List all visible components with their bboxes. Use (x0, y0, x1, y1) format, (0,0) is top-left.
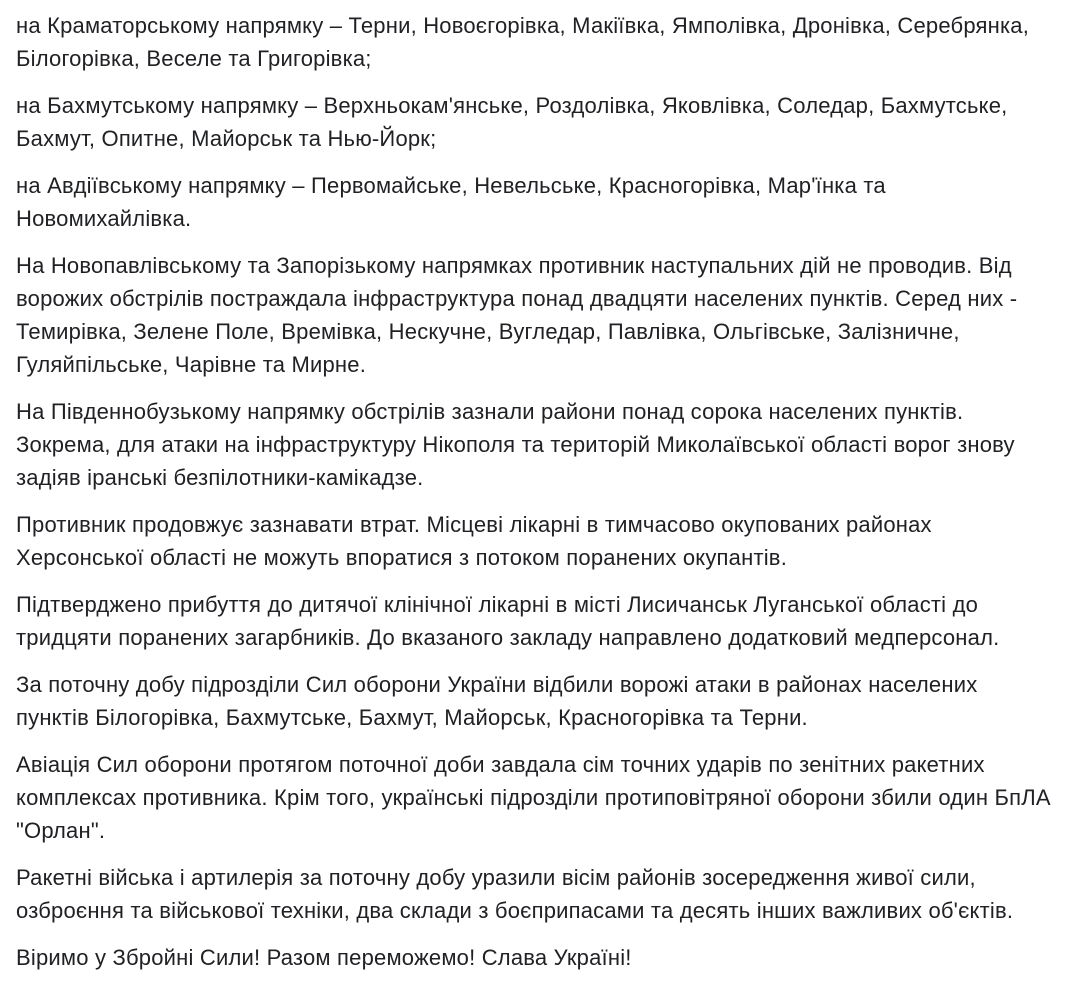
paragraph-repelled-attacks: За поточну добу підрозділи Сил оборони України відбили ворожі атаки в районах населених пунктів Білогорівка, Бахмутське, Бахмут, Майорськ, Красногорівка та Терни. (16, 672, 978, 730)
paragraph-aviation-strikes: Авіація Сил оборони протягом поточної доби завдала сім точних ударів по зенітних ракетних комплексах противника. Крім того, українські підрозділи протиповітряної оборони збили один БпЛА "Орлан". (16, 752, 1051, 843)
paragraph-closing-slogan: Віримо у Збройні Сили! Разом переможемо! Слава Україні! (16, 945, 632, 970)
paragraph-pivdennobuzkyi-direction: На Південнобузькому напрямку обстрілів зазнали райони понад сорока населених пунктів. Зокрема, для атаки на інфраструктуру Нікополя та територій Миколаївської області ворог знову задіяв іранські безпілотники-камікадзе. (16, 399, 1015, 490)
paragraph-lysychansk-hospital: Підтверджено прибуття до дитячої клінічної лікарні в місті Лисичанськ Луганської області до тридцяти поранених загарбників. До вказаного закладу направлено додатковий медперсонал. (16, 592, 1000, 650)
paragraph-novopavlivka-zaporizhzhia-direction: На Новопавлівському та Запорізькому напрямках противник наступальних дій не проводив. Від ворожих обстрілів постраждала інфраструктура понад двадцяти населених пунктів. Серед них - Темирівка, Зелене Поле, Времівка, Нескучне, Вугледар, Павлівка, Ольгівське, Залізничне, Гуляйпільське, Чарівне та Мирне. (16, 253, 1018, 377)
paragraph-missile-artillery-strikes: Ракетні війська і артилерія за поточну добу уразили вісім районів зосередження живої сили, озброєння та військової техніки, два склади з боєприпасами та десять інших важливих об'єктів. (16, 865, 1014, 923)
paragraph-kramatorsk-direction: на Краматорському напрямку – Терни, Новоєгорівка, Макіївка, Ямполівка, Дронівка, Серебрянка, Білогорівка, Веселе та Григорівка; (16, 13, 1030, 71)
paragraph-avdiivka-direction: на Авдіївському напрямку – Первомайське, Невельське, Красногорівка, Мар'їнка та Новомихайлівка. (16, 173, 886, 231)
paragraph-bakhmut-direction: на Бахмутському напрямку – Верхньокам'янське, Роздолівка, Яковлівка, Соледар, Бахмутське, Бахмут, Опитне, Майорськ та Нью-Йорк; (16, 93, 1008, 151)
paragraph-enemy-losses-hospitals: Противник продовжує зазнавати втрат. Місцеві лікарні в тимчасово окупованих районах Херсонської області не можуть впоратися з потоком поранених окупантів. (16, 512, 932, 570)
